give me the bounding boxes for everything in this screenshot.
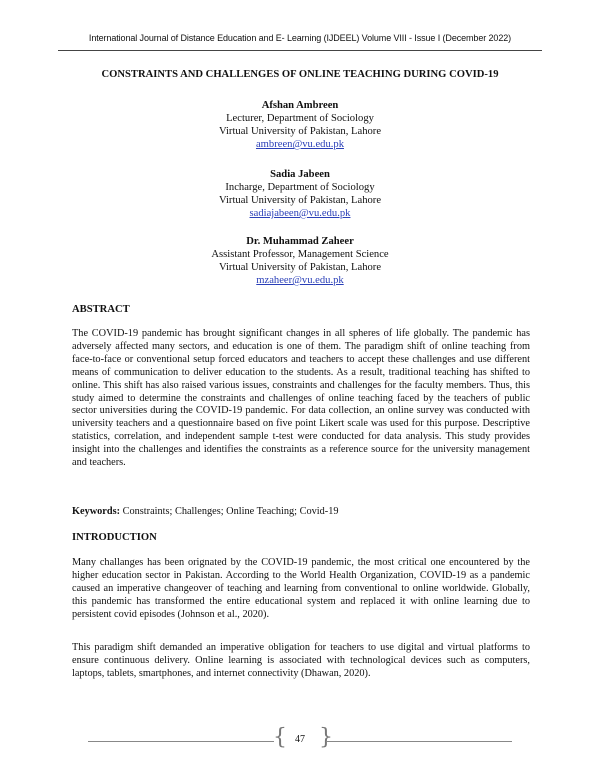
footer-rule-left [88,741,274,742]
author-affiliation: Virtual University of Pakistan, Lahore [218,262,382,273]
footer-brace-right: } [319,725,333,750]
keywords-line [72,506,530,519]
journal-header: International Journal of Distance Education and E- Learning (IJDEEL) Volume VIII - Issue I (December 2022) [88,33,512,43]
introduction-heading: INTRODUCTION [72,532,157,543]
introduction-paragraph-2: This paradigm shift demanded an imperative obligation for teachers to use digital and virtual platforms to ensure continuous delivery. Online learning is associated with technological devices such as computers, laptops, tablets, smartphones, and internet connectivity (Dhawan, 2020). [72,642,530,679]
author-email-link[interactable]: sadiajabeen@vu.edu.pk [249,208,351,219]
author-affiliation: Virtual University of Pakistan, Lahore [218,126,382,137]
author-block-3 [0,235,600,287]
abstract-text: The COVID-19 pandemic has brought significant changes in all spheres of life globally. The pandemic has adversely affected many sectors, and education is one of them. The paradigm shift of online teaching from face-to-face or conventional setup forced educators and teachers to accept these challenges and use different means of communication to deliver education to the students. As a result, traditional teaching has shifted to online. This shift has also raised various issues, constraints and challenges for the faculty members. Thus, this study aimed to determine the constraints and challenges of online teaching faced by the teachers of public sector universities during the COVID-19 pandemic. For data collection, an online survey was conducted with university teachers and a questionnaire based on five point Likert scale was used for this purpose. Descriptive statistics, correlation, and independent sample t-test were conducted for data analysis. This study provides insight into the challenges and identifies the constraints as a reference source for the university management and teachers. [72,328,530,469]
header-divider [58,50,542,51]
abstract-heading: ABSTRACT [72,304,130,315]
author-block-2 [0,168,600,220]
author-role: Incharge, Department of Sociology [225,182,375,193]
author-block-1 [0,99,600,151]
author-name: Afshan Ambreen [261,100,339,111]
footer-brace-left: { [273,725,287,750]
keywords-label: Keywords: [72,506,121,517]
author-name: Sadia Jabeen [270,169,330,180]
keywords-text: Constraints; Challenges; Online Teaching; Covid-19 [122,506,339,517]
introduction-paragraph-1: Many challanges has been orignated by the COVID-19 pandemic, the most critical one encountered by the higher education sector in Pakistan. According to the World Health Organization, COVID-19 as a pandemic caused an imperative changeover of teaching and learning from conventional to online worldwide. Globally, this pandemic has transformed the entire educational system and replaced it with online learning due to persistent covid episodes (Johnson et al., 2020). [72,557,530,620]
author-role: Assistant Professor, Management Science [211,249,389,260]
author-email-link[interactable]: mzaheer@vu.edu.pk [256,275,344,286]
page-number: 47 [295,734,305,745]
author-name: Dr. Muhammad Zaheer [246,236,354,247]
footer-rule-right [326,741,512,742]
author-email-link[interactable]: ambreen@vu.edu.pk [255,139,344,150]
author-affiliation: Virtual University of Pakistan, Lahore [218,195,382,206]
paper-title: CONSTRAINTS AND CHALLENGES OF ONLINE TEACHING DURING COVID-19 [101,69,499,80]
author-role: Lecturer, Department of Sociology [226,113,374,124]
